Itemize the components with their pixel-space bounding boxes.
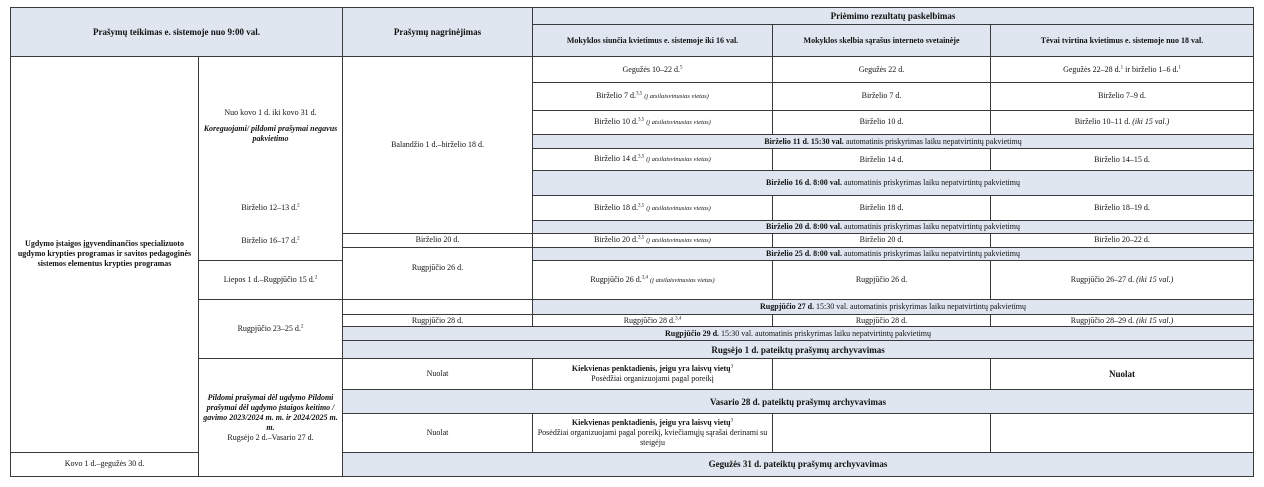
r8-send: Rugpjūčio 28 d.$^{3,4}$ <box>533 314 773 327</box>
period-6-note: Pildomi prašymai dėl ugdymo Pildomi prašymai dėl ugdymo įstaigos keitimo / gavimo 2023/2024 m. m. ir 2024/2025 m. m. <box>203 392 338 432</box>
period-6-cell <box>199 359 343 477</box>
r2-confirm: Birželio 7–9 d. <box>991 83 1254 110</box>
admission-schedule-table <box>10 7 1254 477</box>
r8-publish: Rugpjūčio 28 d. <box>773 314 991 327</box>
r9-send: Kiekvienas penktadienis, jeigu yra laisvų vietų$^3$ Posėdžiai organizuojami pagal poreikį <box>533 359 773 390</box>
r10-send: Kiekvienas penktadienis, jeigu yra laisvų vietų$^3$ Posėdžiai organizuojami pagal poreikį, kviečiamųjų sąrašai derinami su steigėju <box>533 414 773 453</box>
period-1-note: Koreguojami/ pildomi prašymai negavus pakvietimo <box>203 124 338 144</box>
auto-assign-1: Birželio 11 d. 15:30 val. automatinis priskyrimas laiku nepatvirtintų pakvietimų <box>533 134 1254 149</box>
r2-publish: Birželio 7 d. <box>773 83 991 110</box>
header-schools-send: Mokyklos siunčia kvietimus e. sistemoje iki 16 val. <box>533 25 773 57</box>
archive-3: Gegužės 31 d. pateiktų prašymų archyvavimas <box>343 452 1254 476</box>
auto-assign-5: Rugpjūčio 27 d. 15:30 val. automatinis priskyrimas laiku nepatvirtintų pakvietimų <box>533 300 1254 315</box>
r5-publish: Birželio 18 d. <box>773 196 991 221</box>
r9-publish <box>773 359 991 390</box>
r7-publish: Rugpjūčio 26 d. <box>773 261 991 300</box>
period-1-date: Nuo kovo 1 d. iki kovo 31 d. <box>224 108 317 118</box>
r1-send: Gegužės 10–22 d.$^5$ <box>533 57 773 83</box>
exam-2-cell: Birželio 20 d. <box>343 233 533 247</box>
r10-publish <box>773 414 991 453</box>
header-submission: Prašymų teikimas e. sistemoje nuo 9:00 val. <box>11 8 343 57</box>
period-6-date: Rugsėjo 2 d.–Vasario 27 d. <box>227 432 314 442</box>
header-results-group: Priėmimo rezultatų paskelbimas <box>533 8 1254 25</box>
period-4-cell: Liepos 1 d.–Rugpjūčio 15 d.$^2$ <box>199 261 343 300</box>
r1-publish: Gegužės 22 d. <box>773 57 991 83</box>
r6-confirm: Birželio 20–22 d. <box>991 233 1254 247</box>
r6-send: Birželio 20 d.$^{3,5}$ (į atsilaisvinusias vietas) <box>533 233 773 247</box>
r3-send: Birželio 10 d.$^{3,5}$ (į atsilaisvinusias vietas) <box>533 110 773 134</box>
header-examination: Prašymų nagrinėjimas <box>343 8 533 57</box>
exam-1-cell: Balandžio 1 d.–birželio 18 d. <box>343 57 533 234</box>
r7-confirm: Rugpjūčio 26–27 d. (iki 15 val.) <box>991 261 1254 300</box>
period-5-cell: Rugpjūčio 23–25 d.$^2$ <box>199 300 343 359</box>
r8-confirm: Rugpjūčio 28–29 d. (iki 15 val.) <box>991 314 1254 327</box>
auto-assign-2: Birželio 16 d. 8:00 val. automatinis priskyrimas laiku nepatvirtintų pakvietimų <box>533 171 1254 196</box>
r10-confirm <box>991 414 1254 453</box>
r1-confirm: Gegužės 22–28 d.$^1$ ir birželio 1–6 d.$^1$ <box>991 57 1254 83</box>
period-2-cell: Birželio 12–13 d.$^2$ <box>199 196 343 221</box>
exam-gap-2 <box>343 300 533 315</box>
r2-send: Birželio 7 d.$^{3,5}$ (į atsilaisvinusias vietas) <box>533 83 773 110</box>
exam-gap-1 <box>343 247 533 261</box>
period-3-cell: Birželio 16–17 d.$^2$ <box>199 221 343 261</box>
institution-type-cell: Ugdymo įstaigos įgyvendinančios specializuoto ugdymo krypties programas ir savitos pedagoginės sistemos elementus krypties programas <box>11 57 199 453</box>
period-7-cell: Kovo 1 d.–gegužės 30 d. <box>11 452 199 476</box>
header-parents-confirm: Tėvai tvirtina kvietimus e. sistemoje nuo 18 val. <box>991 25 1254 57</box>
exam-3-cell: Rugpjūčio 26 d. <box>343 261 533 300</box>
archive-1: Rugsėjo 1 d. pateiktų prašymų archyvavimas <box>343 341 1254 359</box>
r3-confirm: Birželio 10–11 d. (iki 15 val.) <box>991 110 1254 134</box>
exam-4-cell: Rugpjūčio 28 d. <box>343 314 533 327</box>
r5-confirm: Birželio 18–19 d. <box>991 196 1254 221</box>
auto-assign-6: Rugpjūčio 29 d. 15:30 val. automatinis priskyrimas laiku nepatvirtintų pakvietimų <box>343 327 1254 341</box>
r5-send: Birželio 18 d.$^{3,5}$ (į atsilaisvinusias vietas) <box>533 196 773 221</box>
r4-publish: Birželio 14 d. <box>773 149 991 171</box>
r7-send: Rugpjūčio 26 d.$^{3,4}$ (į atsilaisvinusias vietas) <box>533 261 773 300</box>
header-schools-publish: Mokyklos skelbia sąrašus interneto svetainėje <box>773 25 991 57</box>
r3-publish: Birželio 10 d. <box>773 110 991 134</box>
archive-2: Vasario 28 d. pateiktų prašymų archyvavimas <box>343 390 1254 414</box>
r4-confirm: Birželio 14–15 d. <box>991 149 1254 171</box>
auto-assign-3: Birželio 20 d. 8:00 val. automatinis priskyrimas laiku nepatvirtintų pakvietimų <box>533 221 1254 234</box>
r6-publish: Birželio 20 d. <box>773 233 991 247</box>
r9-confirm: Nuolat <box>991 359 1254 390</box>
r4-send: Birželio 14 d.$^{3,5}$ (į atsilaisvinusias vietas) <box>533 149 773 171</box>
auto-assign-4: Birželio 25 d. 8:00 val. automatinis priskyrimas laiku nepatvirtintų pakvietimų <box>533 247 1254 261</box>
period-1-cell <box>199 57 343 196</box>
exam-6-cell: Nuolat <box>343 414 533 453</box>
exam-5-cell: Nuolat <box>343 359 533 390</box>
